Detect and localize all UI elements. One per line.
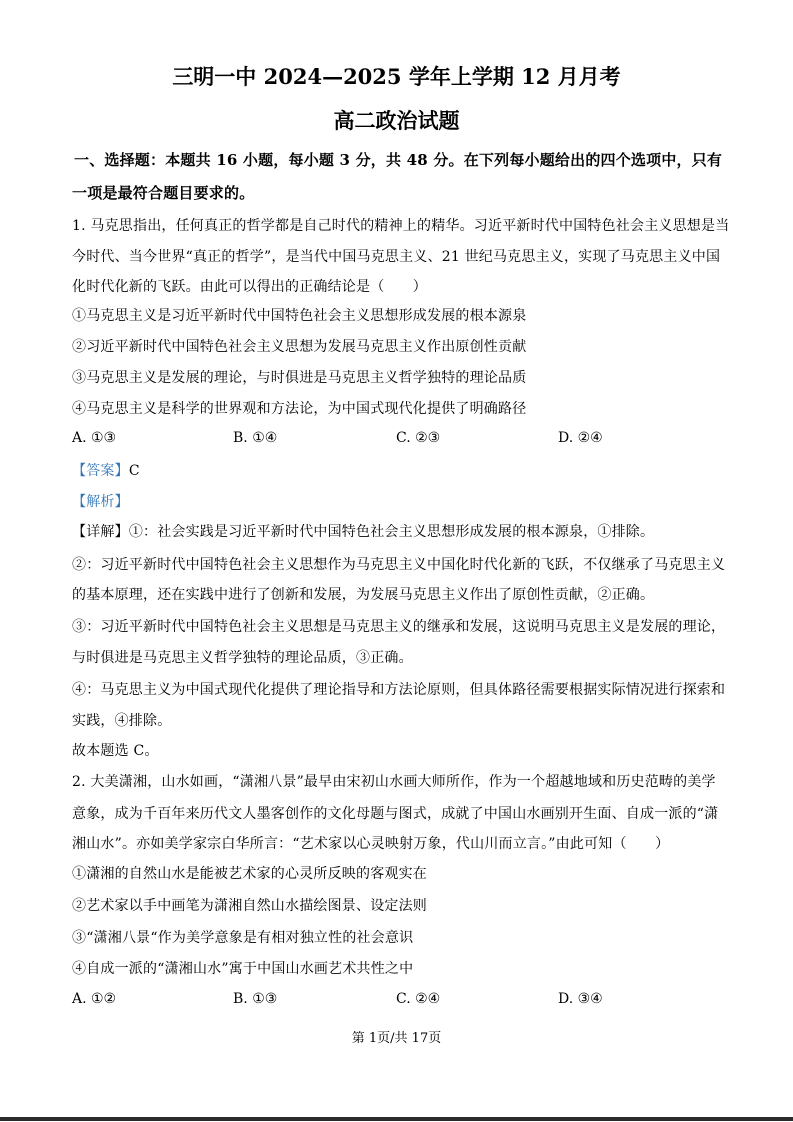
q1-answer [72,461,140,481]
q1-option-b: B. ①④ [233,430,278,446]
q2-option-d: D. ③④ [558,991,603,1007]
q1-explanation-line-3: 的基本原理，还在实践中进行了创新和发展，为发展马克思主义作出了原创性贡献，②正确。 [72,587,655,603]
q1-item-3: ③马克思主义是发展的理论，与时俱进是马克思主义哲学独特的理论品质 [72,370,527,386]
section-header-line-2: 一项是最符合题目要求的。 [72,184,255,202]
q2-item-3: ③“潇湘八景“作为美学意象是有相对独立性的社会意识 [72,930,414,946]
q1-explanation-line-8: 故本题选 C。 [72,743,159,759]
q1-item-2: ②习近平新时代中国特色社会主义思想为发展马克思主义作出原创性贡献 [72,339,527,355]
q1-option-d: D. ②④ [558,430,603,446]
q1-explanation-line-2: ②：习近平新时代中国特色社会主义思想作为马克思主义中国化时代化新的飞跃，不仅继承了马克思主义 [72,557,726,573]
page-number-footer: 第 1页/共 17页 [351,1031,442,1046]
q2-item-1: ①潇湘的自然山水是能被艺术家的心灵所反映的客观实在 [72,866,427,882]
q1-option-a: A. ①③ [72,430,117,446]
q1-stem-line-3: 化时代化新的飞跃。由此可以得出的正确结论是（ ） [72,279,427,295]
q2-option-b: B. ①③ [233,991,278,1007]
q2-item-4: ④自成一派的“潇湘山水”寓于中国山水画艺术共性之中 [72,961,414,977]
page-bottom-border [0,1117,793,1121]
q1-explanation-line-6: ④：马克思主义为中国式现代化提供了理论指导和方法论原则，但具体路径需要根据实际情况进行探索和 [72,682,726,698]
exam-title: 三明一中 2024—2025 学年上学期 12 月月考 [172,64,621,89]
answer-label: 【答案】 [72,463,129,479]
detail-label: 【详解】 [72,524,129,540]
q1-stem-line-2: 今时代、当今世界“真正的哲学”，是当代中国马克思主义、21 世纪马克思主义，实现了马克思主义中国 [72,249,721,265]
exam-subtitle: 高二政治试题 [333,108,460,133]
q2-option-c: C. ②④ [396,991,441,1007]
q2-stem-line-1: 2. 大美潇湘，山水如画，“潇湘八景”最早由宋初山水画大师所作，作为一个超越地域和历史范畴的美学 [72,774,716,790]
explanation-text-1: ①：社会实践是习近平新时代中国特色社会主义思想形成发展的根本源泉，①排除。 [128,524,655,540]
q1-option-c: C. ②③ [396,430,441,446]
q1-item-4: ④马克思主义是科学的世界观和方法论，为中国式现代化提供了明确路径 [72,401,527,417]
q2-stem-line-2: 意象，成为千百年来历代文人墨客创作的文化母题与图式，成就了中国山水画别开生面、自成一派的“潇 [72,806,719,822]
q1-explanation-line-4: ③：习近平新时代中国特色社会主义思想是马克思主义的继承和发展，这说明马克思主义是发展的理论， [72,619,726,635]
q1-item-1: ①马克思主义是习近平新时代中国特色社会主义思想形成发展的根本源泉 [72,308,527,324]
q2-option-a: A. ①② [72,991,117,1007]
q1-explanation-line-1 [72,522,654,542]
q1-stem-line-1: 1. 马克思指出，任何真正的哲学都是自己时代的精神上的精华。习近平新时代中国特色社会主义思想是当 [72,218,730,234]
section-header-line-1: 一、选择题：本题共 16 小题，每小题 3 分，共 48 分。在下列每小题给出的四个选项中，只有 [74,151,723,169]
q2-stem-line-3: 湘山水”。亦如美学家宗白华所言：“艺术家以心灵映射万象，代山川而立言。”由此可知（ ） [72,836,670,852]
q1-explanation-line-5: 与时俱进是马克思主义哲学独特的理论品质，③正确。 [72,650,413,666]
answer-value: C [128,463,140,479]
q2-item-2: ②艺术家以手中画笔为潇湘自然山水描绘图景、设定法则 [72,898,427,914]
q1-explanation-line-7: 实践，④排除。 [72,713,172,729]
q1-analysis-label: 【解析】 [72,494,129,510]
